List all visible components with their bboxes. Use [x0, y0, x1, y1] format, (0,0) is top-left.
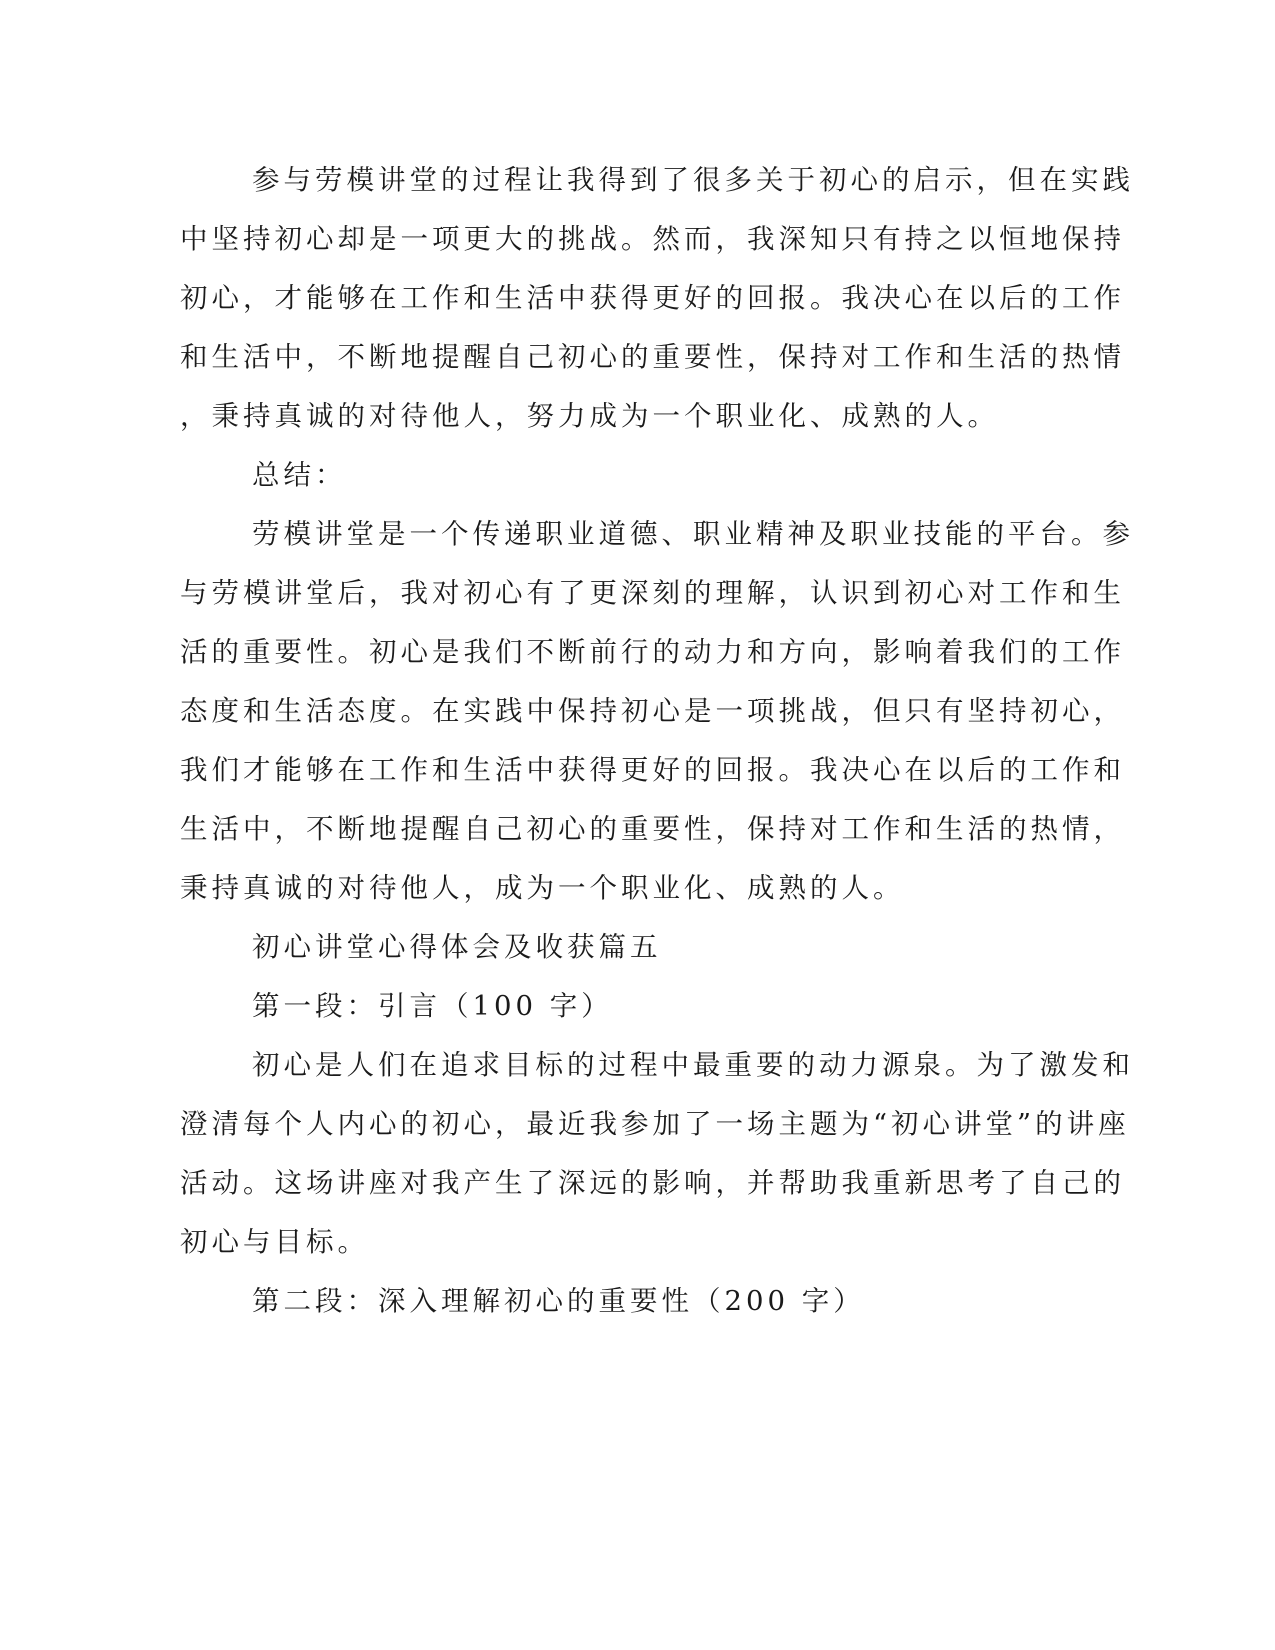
article-title [0, 925, 1275, 969]
paragraph-line [0, 630, 1275, 674]
summary-heading [0, 453, 1275, 497]
paragraph-line [0, 807, 1275, 851]
paragraph-line [0, 394, 1275, 438]
text-line: 与劳模讲堂后，我对初心有了更深刻的理解，认识到初心对工作和生 [180, 577, 1125, 609]
section-heading [0, 984, 1275, 1028]
paragraph-line [0, 1102, 1275, 1146]
text-line: 初心，才能够在工作和生活中获得更好的回报。我决心在以后的工作 [180, 282, 1125, 314]
text-line: ，秉持真诚的对待他人，努力成为一个职业化、成熟的人。 [180, 400, 999, 432]
text-line: 中坚持初心却是一项更大的挑战。然而，我深知只有持之以恒地保持 [180, 223, 1125, 255]
paragraph-line [0, 512, 1275, 556]
paragraph-line [0, 748, 1275, 792]
text-line: 态度和生活态度。在实践中保持初心是一项挑战，但只有坚持初心， [180, 695, 1125, 727]
text-line: 和生活中，不断地提醒自己初心的重要性，保持对工作和生活的热情 [180, 341, 1125, 373]
paragraph-line [0, 1161, 1275, 1205]
paragraph-line [0, 217, 1275, 261]
text-line: 澄清每个人内心的初心，最近我参加了一场主题为“初心讲堂”的讲座 [180, 1108, 1130, 1140]
text-line: 生活中，不断地提醒自己初心的重要性，保持对工作和生活的热情， [180, 813, 1125, 845]
paragraph-line [0, 866, 1275, 910]
paragraph-line [0, 1043, 1275, 1087]
heading-text: 第二段：深入理解初心的重要性（200 字） [252, 1285, 865, 1317]
paragraph-line [0, 335, 1275, 379]
title-text: 初心讲堂心得体会及收获篇五 [252, 931, 662, 963]
text-line: 活动。这场讲座对我产生了深远的影响，并帮助我重新思考了自己的 [180, 1167, 1125, 1199]
paragraph-line [0, 158, 1275, 202]
section-heading [0, 1279, 1275, 1323]
paragraph-line [0, 571, 1275, 615]
text-line: 秉持真诚的对待他人，成为一个职业化、成熟的人。 [180, 872, 905, 904]
text-line: 初心与目标。 [180, 1226, 369, 1258]
paragraph-line [0, 689, 1275, 733]
text-line: 劳模讲堂是一个传递职业道德、职业精神及职业技能的平台。参 [252, 518, 1134, 550]
text-line: 参与劳模讲堂的过程让我得到了很多关于初心的启示，但在实践 [252, 164, 1134, 196]
text-line: 我们才能够在工作和生活中获得更好的回报。我决心在以后的工作和 [180, 754, 1125, 786]
paragraph-line [0, 276, 1275, 320]
text-line: 活的重要性。初心是我们不断前行的动力和方向，影响着我们的工作 [180, 636, 1125, 668]
heading-text: 第一段：引言（100 字） [252, 990, 613, 1022]
heading-text: 总结： [252, 459, 347, 491]
text-line: 初心是人们在追求目标的过程中最重要的动力源泉。为了激发和 [252, 1049, 1134, 1081]
paragraph-line [0, 1220, 1275, 1264]
